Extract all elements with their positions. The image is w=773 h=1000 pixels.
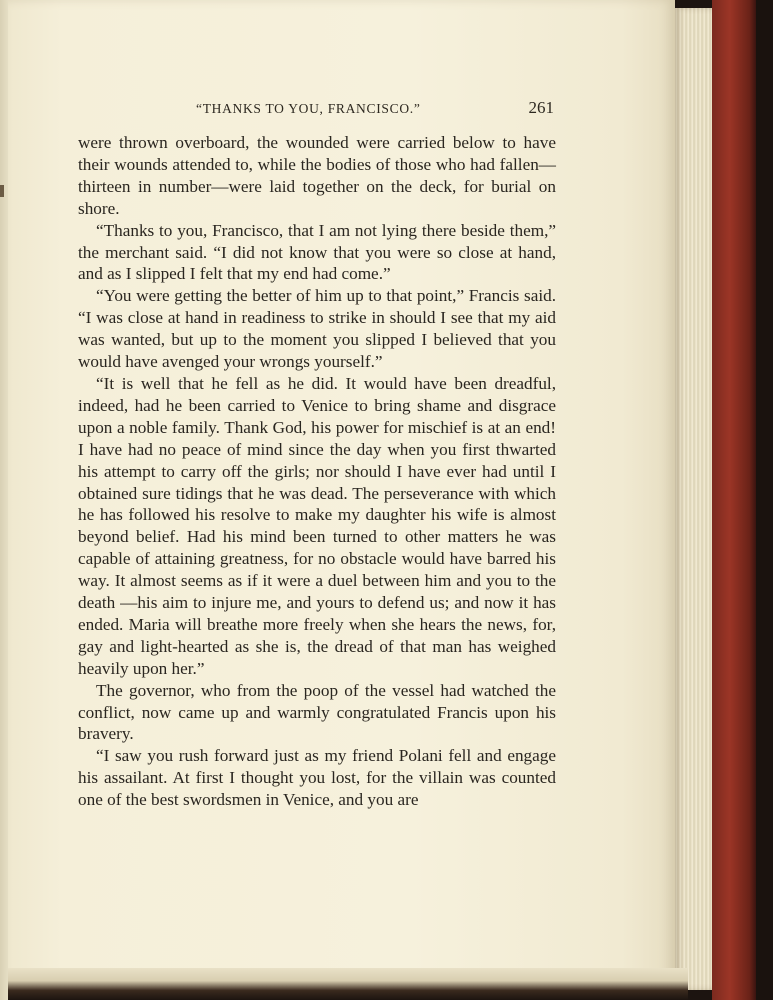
paragraph: “It is well that he fell as he did. It would have been dreadful, indeed, had he been carried to Venice to bring shame and disgrace upon a noble family. Thank God, his power for mischief is at an end! I have had no peace of mind since the day when you first thwarted his attempt to carry off the girls; nor should I have ever had until I obtained sure tidings that he was dead. The perseverance with which he has followed his resolve to make my daughter his wife is almost beyond belief. Had his mind been turned to other matters he was capable of attaining greatness, for no obstacle would have barred his way. It almost seems as if it were a duel between him and you to the death —his aim to injure me, and yours to defend us; and now it has ended. Maria will breathe more freely when she hears the news, for, gay and light-hearted as she is, the dread of that man has weighed heavily upon her.” — [78, 373, 556, 678]
book-cover-spine — [712, 0, 756, 1000]
body-text — [78, 132, 556, 811]
background-edge — [756, 0, 773, 1000]
running-header — [78, 98, 556, 124]
paragraph: “You were getting the better of him up to that point,” Francis said. “I was close at hand in readiness to strike in should I see that my aid was wanted, but up to the moment you slipped I believed that you would have avenged your wrongs yourself.” — [78, 286, 556, 372]
margin-mark — [0, 185, 4, 197]
running-title: “THANKS TO YOU, FRANCISCO.” — [196, 101, 421, 116]
paragraph: were thrown overboard, the wounded were carried below to have their wounds attended to, while the bodies of those who had fallen—thirteen in number—were laid together on the deck, for burial on shore. — [78, 133, 556, 218]
page-number: 261 — [528, 98, 554, 117]
paragraph: The governor, who from the poop of the vessel had watched the conflict, now came up and warmly congratulated Francis upon his bravery. — [78, 680, 556, 744]
page-bottom-edge — [8, 968, 688, 1000]
paragraph: “I saw you rush forward just as my friend Polani fell and engage his assailant. At first I thought you lost, for the villain was counted one of the best swordsmen in Venice, and you are — [78, 746, 556, 810]
page-stack-edge — [675, 8, 715, 990]
paragraph: “Thanks to you, Francisco, that I am not lying there beside them,” the merchant said. “I did not know that you were so close at hand, and as I slipped I felt that my end had come.” — [78, 220, 556, 284]
